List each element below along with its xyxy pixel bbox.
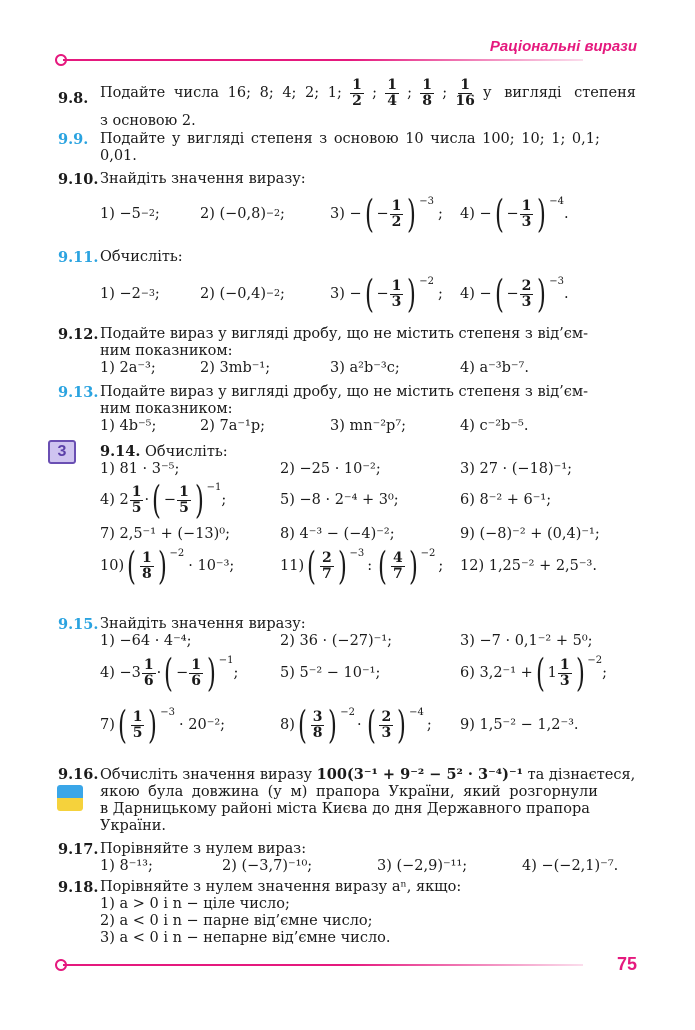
item: 3) 27 · (−18)⁻¹; [460, 461, 573, 477]
footer-rule [63, 964, 583, 966]
problem-number: 9.11. [58, 249, 99, 266]
item: 4) − ( − $\frac{1}{3}$ ) −4 . [460, 192, 569, 236]
item: 1) −2 −3 ; [100, 285, 160, 302]
problem-text: Порівняйте з нулем вираз: [100, 841, 307, 857]
item: 2) 3mb⁻¹; [200, 360, 271, 376]
problem-text: Порівняйте з нулем значення виразу aⁿ, якщо: [100, 879, 462, 895]
problem-number: 9.10. [58, 171, 99, 188]
problem-text: з основою 2. [100, 113, 196, 129]
item: 1) a > 0 і n − ціле число; [100, 896, 290, 912]
problem-9-12 [58, 326, 636, 377]
problem-text: Подайте вираз у вигляді дробу, що не містить степеня з від’єм- [100, 384, 589, 400]
item: 8) ( $\frac{3}{8}$ ) −2 · ( $\frac{2}{3}$ ) −4 ; [280, 703, 432, 747]
header-rule [63, 59, 583, 61]
item: 1) −5 −2 ; [100, 205, 160, 222]
problem-9-18 [58, 879, 636, 947]
problem-9-11 [58, 249, 636, 316]
problem-text: Обчисліть: [144, 444, 228, 460]
item: 1) 2a⁻³; [100, 360, 156, 376]
item: 2) a < 0 і n − парне від’ємне число; [100, 913, 373, 929]
problem-text: ним показником: [100, 343, 233, 359]
item: 2) (−0,8) −2 ; [200, 205, 285, 222]
problem-text: Обчисліть значення виразу [100, 767, 313, 783]
item: 11) ( $\frac{2}{7}$ ) −3 : ( $\frac{4}{7}$ ) −2 ; [280, 544, 444, 588]
item: 4) a⁻³b⁻⁷. [460, 360, 529, 376]
item: 3) a < 0 і n − непарне від’ємне число. [100, 930, 391, 946]
problem-text: Подайте у вигляді степеня з основою 10 числа 100; 10; 1; 0,1; [100, 131, 600, 147]
problem-9-15 [58, 616, 636, 750]
item: 3) − ( − $\frac{1}{3}$ ) −2 ; [330, 272, 443, 316]
item: 3) − ( − $\frac{1}{2}$ ) −3 ; [330, 192, 443, 236]
item: 8) 4⁻³ − (−4)⁻²; [280, 526, 395, 542]
item: 9) 1,5⁻² − 1,2⁻³. [460, 716, 579, 733]
problem-number: 9.8. [58, 90, 89, 107]
problem-number: 9.15. [58, 616, 99, 633]
problem-text: Подайте числа 16; 8; 4; 2; 1; [100, 85, 342, 101]
section-title: Раціональні вирази [489, 38, 637, 55]
problem-number: 9.16. [58, 766, 99, 783]
difficulty-level-badge: 3 [48, 440, 76, 464]
item: 7) ( $\frac{1}{5}$ ) −3 · 20⁻²; [100, 703, 226, 747]
problem-9-14 [58, 443, 636, 589]
item: 7) 2,5⁻¹ + (−13)⁰; [100, 526, 230, 542]
problem-9-13 [58, 384, 636, 435]
problem-text: Знайдіть значення виразу: [100, 616, 306, 632]
item: 3) a²b⁻³c; [330, 360, 400, 376]
item: 2) (−0,4) −2 ; [200, 285, 285, 302]
item: 2) (−3,7)⁻¹⁰; [222, 858, 313, 874]
problem-text: Подайте вираз у вигляді дробу, що не містить степеня з від’єм- [100, 326, 589, 342]
problem-text: та дізнаєтеся, [527, 767, 636, 783]
problem-text: Обчисліть: [100, 249, 183, 265]
problem-text: ним показником: [100, 401, 233, 417]
item: 1) 81 · 3⁻⁵; [100, 461, 180, 477]
problem-text: 0,01. [100, 148, 137, 164]
item: 6) 3,2⁻¹ + ( 1 $\frac{1}{3}$ ) −2 ; [460, 651, 608, 695]
item: 4) c⁻²b⁻⁵. [460, 418, 529, 434]
expression: 100(3⁻¹ + 9⁻² − 5² · 3⁻⁴)⁻¹ [316, 766, 523, 783]
item: 9) (−8)⁻² + (0,4)⁻¹; [460, 526, 600, 542]
item: 5) −8 · 2⁻⁴ + 3⁰; [280, 491, 399, 508]
item: 2) −25 · 10⁻²; [280, 461, 381, 477]
problem-text: в Дарницькому районі міста Києва до дня Державного прапора [100, 801, 590, 817]
item: 2) 7a⁻¹p; [200, 418, 265, 434]
problem-text: якою була довжина (у м) прапора України, який розгорнули [100, 784, 598, 800]
item: 4) 2 $\frac{1}{5}$ · ( − $\frac{1}{5}$ ) −1 ; [100, 478, 227, 522]
item: 10) ( $\frac{1}{8}$ ) −2 · 10⁻³; [100, 544, 235, 588]
problem-9-10 [58, 171, 636, 236]
item: 1) −64 · 4⁻⁴; [100, 633, 192, 649]
item: 6) 8⁻² + 6⁻¹; [460, 491, 552, 508]
item: 12) 1,25⁻² + 2,5⁻³. [460, 557, 597, 574]
item: 2) 36 · (−27)⁻¹; [280, 633, 393, 649]
problem-number: 9.14. [100, 443, 141, 460]
problem-text: Знайдіть значення виразу: [100, 171, 306, 187]
item: 1) 4b⁻⁵; [100, 418, 157, 434]
item: 1) 8⁻¹³; [100, 858, 153, 874]
fraction: $\frac{1}{16}$ [455, 77, 475, 109]
problem-9-16 [58, 766, 636, 835]
item: 4) − ( − $\frac{2}{3}$ ) −3 . [460, 272, 569, 316]
problem-number: 9.12. [58, 326, 99, 343]
item: 3) −7 · 0,1⁻² + 5⁰; [460, 633, 593, 649]
item: 3) mn⁻²p⁷; [330, 418, 407, 434]
item: 4) −(−2,1)⁻⁷. [522, 858, 619, 874]
problem-9-9 [58, 131, 636, 165]
fraction: $\frac{1}{4}$ [387, 77, 397, 109]
item: 3) (−2,9)⁻¹¹; [377, 858, 468, 874]
fraction: $\frac{1}{8}$ [422, 77, 433, 109]
item: 5) 5⁻² − 10⁻¹; [280, 664, 381, 681]
problem-text: у вигляді степеня [483, 85, 636, 101]
fraction: $\frac{1}{2}$ [352, 77, 362, 109]
problem-9-8: 9.8. Подайте числа 16; 8; 4; 2; 1; $\frac{1}{2}$ ; $\frac{1}{4}$ ; $\frac{1}{8}$ ; $\frac{1}{16}$ у вигляді степеня з основою 2. [58, 77, 636, 129]
problem-number: 9.9. [58, 131, 89, 148]
problem-number: 9.13. [58, 384, 99, 401]
page-number: 75 [616, 954, 637, 974]
problem-number: 9.18. [58, 879, 99, 896]
problem-number: 9.17. [58, 841, 99, 858]
problem-9-17 [58, 841, 636, 875]
item: 4) −3 $\frac{1}{6}$ · ( − $\frac{1}{6}$ ) −1 ; [100, 651, 239, 695]
problem-text: України. [100, 818, 167, 834]
